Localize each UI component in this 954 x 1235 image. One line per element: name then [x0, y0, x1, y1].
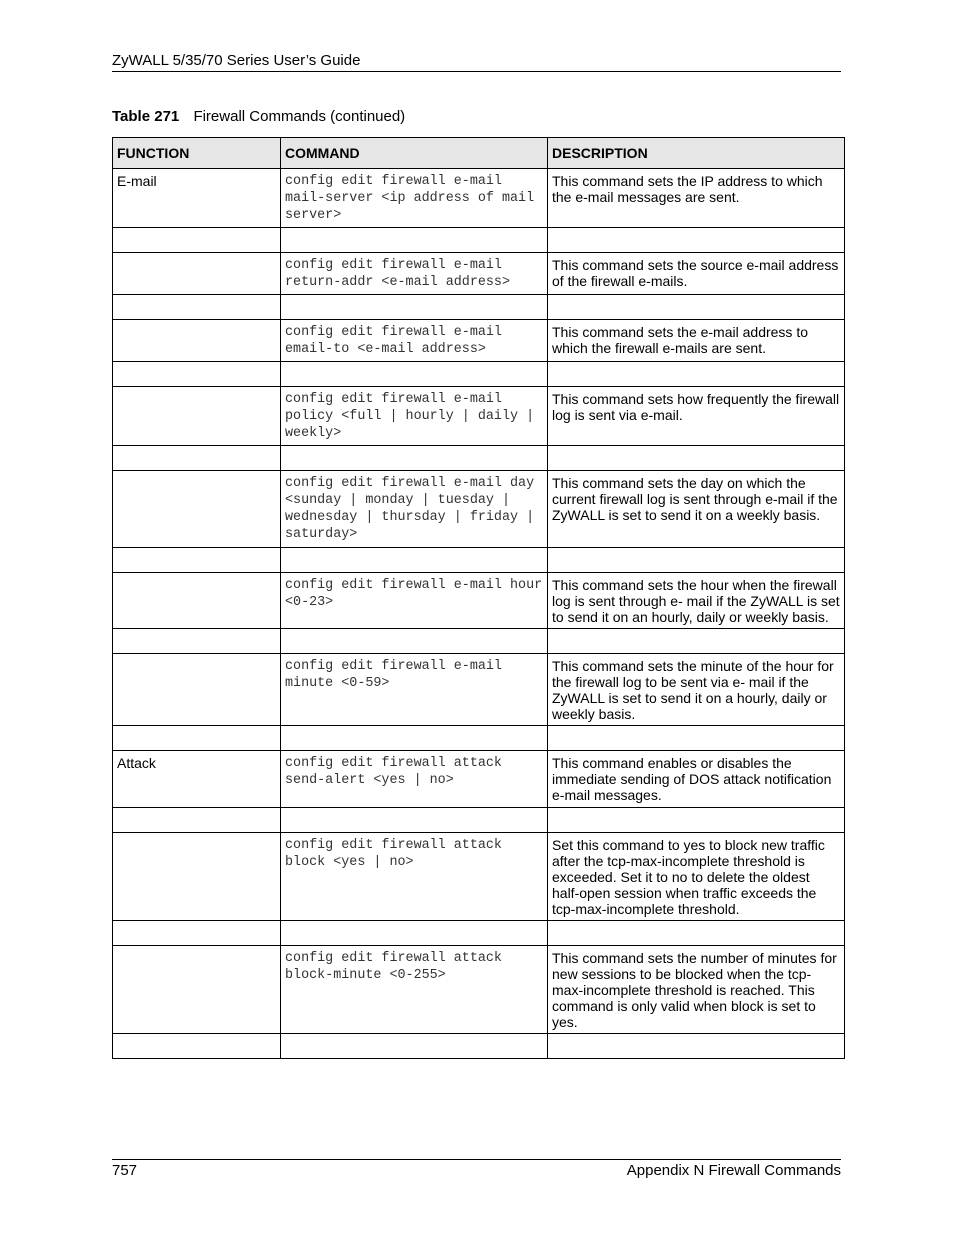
function-cell: E-mail [113, 169, 281, 228]
table-row [113, 446, 845, 471]
command-cell [281, 446, 548, 471]
description-cell [548, 808, 845, 833]
function-cell [113, 253, 281, 295]
table-row [113, 573, 845, 629]
description-cell [548, 228, 845, 253]
function-cell [113, 833, 281, 921]
command-cell: config edit firewall attack block-minute <0-255> [281, 946, 548, 1034]
table-caption [112, 108, 405, 126]
footer-rule [112, 1159, 841, 1160]
function-cell [113, 362, 281, 387]
table-row [113, 169, 845, 228]
table-row [113, 751, 845, 808]
command-cell [281, 726, 548, 751]
description-cell: Set this command to yes to block new traffic after the tcp-max-incomplete threshold is exceeded. Set it to no to delete the oldest half-open session when traffic exceeds the tcp-max-incomplete threshold. [548, 833, 845, 921]
description-cell [548, 921, 845, 946]
command-cell: config edit firewall e-mail mail-server <ip address of mail server> [281, 169, 548, 228]
description-cell: This command sets the number of minutes for new sessions to be blocked when the tcp-max-incomplete threshold is reached. This command is only valid when block is set to yes. [548, 946, 845, 1034]
command-cell [281, 808, 548, 833]
column-header-command: COMMAND [281, 138, 548, 169]
firewall-commands-table [112, 137, 845, 1059]
function-cell [113, 629, 281, 654]
function-cell [113, 471, 281, 548]
description-cell: This command sets how frequently the firewall log is sent via e-mail. [548, 387, 845, 446]
table-row [113, 362, 845, 387]
function-cell [113, 387, 281, 446]
table-row [113, 548, 845, 573]
column-header-description: DESCRIPTION [548, 138, 845, 169]
table-row [113, 320, 845, 362]
command-cell: config edit firewall attack send-alert <yes | no> [281, 751, 548, 808]
page-number: 757 [112, 1162, 138, 1179]
table-row [113, 629, 845, 654]
table-row [113, 471, 845, 548]
description-cell [548, 629, 845, 654]
description-cell: This command sets the day on which the current firewall log is sent through e-mail if the ZyWALL is set to send it on a weekly basis. [548, 471, 845, 548]
description-cell [548, 362, 845, 387]
function-cell [113, 946, 281, 1034]
command-cell: config edit firewall e-mail hour <0-23> [281, 573, 548, 629]
command-cell [281, 295, 548, 320]
function-cell [113, 726, 281, 751]
table-row [113, 654, 845, 726]
table-row [113, 1034, 845, 1059]
table-row [113, 253, 845, 295]
description-cell [548, 726, 845, 751]
command-cell [281, 362, 548, 387]
command-cell [281, 548, 548, 573]
description-cell: This command sets the source e-mail address of the firewall e-mails. [548, 253, 845, 295]
description-cell [548, 446, 845, 471]
command-cell [281, 228, 548, 253]
command-cell [281, 629, 548, 654]
description-cell [548, 1034, 845, 1059]
function-cell [113, 573, 281, 629]
table-row [113, 921, 845, 946]
table-header-row [113, 138, 845, 169]
command-cell: config edit firewall e-mail return-addr <e-mail address> [281, 253, 548, 295]
command-cell [281, 921, 548, 946]
function-cell [113, 548, 281, 573]
function-cell [113, 320, 281, 362]
function-cell [113, 295, 281, 320]
description-cell: This command sets the e-mail address to which the firewall e-mails are sent. [548, 320, 845, 362]
command-cell: config edit firewall e-mail policy <full | hourly | daily | weekly> [281, 387, 548, 446]
function-cell [113, 1034, 281, 1059]
command-cell: config edit firewall e-mail minute <0-59> [281, 654, 548, 726]
function-cell [113, 228, 281, 253]
description-cell: This command sets the IP address to which the e-mail messages are sent. [548, 169, 845, 228]
running-header: ZyWALL 5/35/70 Series User’s Guide [112, 52, 361, 69]
table-number: Table 271 [112, 108, 180, 125]
table-row [113, 387, 845, 446]
column-header-function: FUNCTION [113, 138, 281, 169]
description-cell: This command sets the hour when the firewall log is sent through e- mail if the ZyWALL is set to send it on an hourly, daily or weekly basis. [548, 573, 845, 629]
table-row [113, 228, 845, 253]
description-cell: This command enables or disables the immediate sending of DOS attack notification e-mail messages. [548, 751, 845, 808]
table-row [113, 295, 845, 320]
function-cell: Attack [113, 751, 281, 808]
description-cell [548, 548, 845, 573]
command-cell: config edit firewall e-mail day <sunday | monday | tuesday | wednesday | thursday | friday | saturday> [281, 471, 548, 548]
table-row [113, 833, 845, 921]
table-row [113, 808, 845, 833]
command-cell: config edit firewall e-mail email-to <e-mail address> [281, 320, 548, 362]
command-cell: config edit firewall attack block <yes | no> [281, 833, 548, 921]
function-cell [113, 446, 281, 471]
command-cell [281, 1034, 548, 1059]
function-cell [113, 921, 281, 946]
description-cell: This command sets the minute of the hour for the firewall log to be sent via e- mail if the ZyWALL is set to send it on a hourly, daily or weekly basis. [548, 654, 845, 726]
function-cell [113, 808, 281, 833]
description-cell [548, 295, 845, 320]
function-cell [113, 654, 281, 726]
table-title: Firewall Commands (continued) [193, 108, 406, 125]
header-rule [112, 71, 841, 72]
footer-section-title: Appendix N Firewall Commands [626, 1162, 841, 1179]
table-row [113, 946, 845, 1034]
table-row [113, 726, 845, 751]
